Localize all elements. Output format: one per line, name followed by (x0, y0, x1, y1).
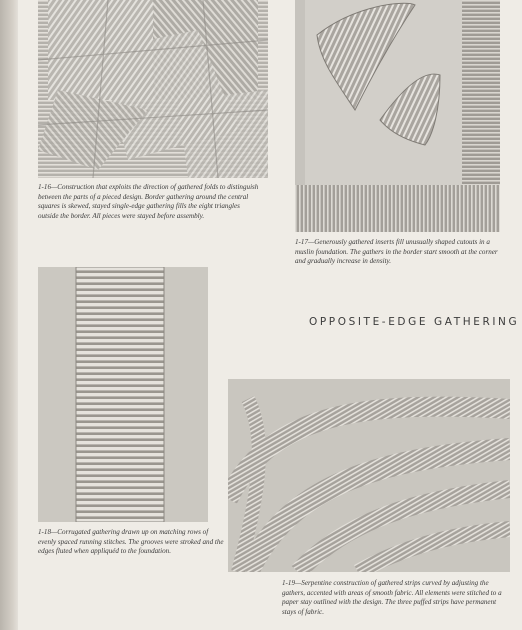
figure-1-18-caption: 1-18—Corrugated gathering drawn up on matching rows of evenly spaced running stitches. The grooves were stroked and the edges fluted when appliquéd to the foundation. (38, 528, 224, 556)
figure-1-19-photo (228, 379, 510, 572)
figure-1-16-caption: 1-16—Construction that exploits the direction of gathered folds to distinguish between the parts of a pieced design. Border gathering around the central squares is skewed, stayed single-edge gathering fills the eight triangles outside the border. All pieces were stayed before assembly. (38, 183, 259, 220)
figure-1-18-photo (38, 267, 208, 522)
section-heading: OPPOSITE-EDGE GATHERING (309, 316, 520, 328)
figure-1-17-photo (295, 0, 500, 232)
figure-1-16-photo (38, 0, 268, 178)
figure-1-19-caption: 1-19—Serpentine construction of gathered strips curved by adjusting the gathers, accented with areas of smooth fabric. All elements were stitched to a paper stay outlined with the design. The three puffed strips have permanent stays of fabric. (282, 579, 502, 616)
figure-1-17-caption: 1-17—Generously gathered inserts fill unusually shaped cutouts in a muslin foundation. The gathers in the border start smooth at the corner and gradually increase in density. (295, 238, 498, 266)
